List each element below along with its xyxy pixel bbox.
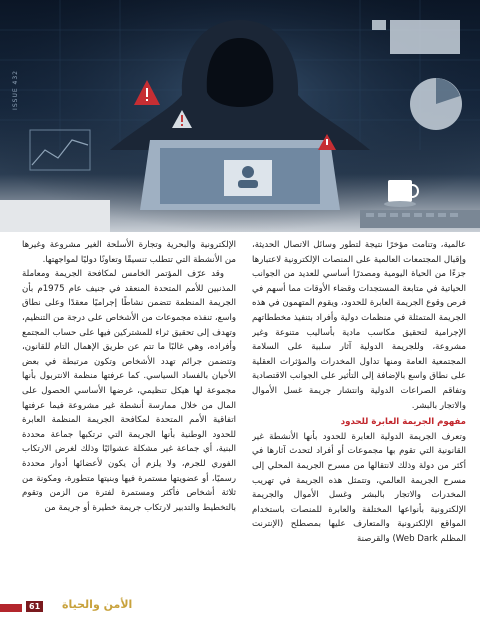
page-number: 61	[26, 601, 43, 612]
paragraph: وقد عرّف المؤتمر الخامس لمكافحة الجريمة ومعاملة المذنبين للأمم المتحدة المنعقد في جنيف عام 1975م بأن الجريمة المنظمة تتضمن نشاطًا إجراميًا معقدًا وعلى نطاق واسع، تنفذه مجموعات من الأشخاص على درجة من التنظيم، وتهدف إلى تحقيق ثراء للمشتركين فيها على حساب المجتمع وأفراده، وهي غالبًا ما تتم عن طريق الإهمال التام للقانون، وتتضمن جرائم تهدد الأشخاص وتكون مرتبطة في بعض الأحيان بالفساد السياسي. كما عرفتها منظمة الانتربول بأنها مجموعة لها هيكل تنظيمي، غرضها الأساسي الحصول على المال من خلال ممارسة أنشطة غير مشروعة فيما عرفتها اتفاقية الأمم المتحدة لمكافحة الجريمة المنظمة العابرة للحدود الوطنية بأنها الجريمة التي ترتكبها جماعة محددة البنية، أي جماعة غير مشكلة عشوائيًا وذلك لغرض الارتكاب الفوري للجرم، ولا يلزم أن يكون لأعضائها أدوار محددة رسميًا، أو عضويتها مستمرة فيها وبنيتها متطورة، ومكونة من ثلاثة أشخاص فأكثر ومستمرة لفترة من الزمن وتقوم بالتخطيط والتدبير لارتكاب جريمة خطيرة أو جريمة من	[22, 269, 236, 513]
user-profile-icon	[224, 160, 272, 196]
hacker-illustration	[0, 0, 480, 232]
article-column-left	[22, 238, 236, 578]
paragraph: عالمية، وتنامت مؤخرًا نتيجة لتطور وسائل الاتصال الحديثة، وإقبال المجتمعات العالمية على المنصات الإلكترونية لاعتبارها جزءًا من الحياة اليومية ومصدرًا أساسي للعديد من الجوانب الحياتية في متابعة المستجدات وقضاء الأوقات مما أسهم في فرص وقوع الجريمة العابرة للحدود، ويقوم المتهمون في هذه الجريمة المتمثلة في منظمات دولية وأفراد بتنفيذ مخططاتهم الإجرامية لتحقيق مكاسب مادية بأساليب متنوعة وغير مشروعة، وللجريمة الدولية آثار سلبية على السلامة المجتمعية العامة ومنها تداول المخدرات والمؤثرات العقلية على نطاق واسع بالإضافة إلى التأثير على الجوانب الاقتصادية وتفاقم الصراعات الدولية وانتشار جريمة غسل الأموال والاتجار بالبشر.	[252, 240, 466, 411]
article-column-right	[252, 238, 466, 578]
page-footer	[0, 598, 480, 617]
hero-image	[0, 0, 480, 232]
section-heading: مفهوم الجريمة العابرة للحدود	[340, 417, 466, 428]
issue-label: ISSUE 432	[12, 70, 19, 110]
magazine-name: الأمن والحياة	[62, 598, 133, 611]
paragraph: الإلكترونية والبحرية وتجارة الأسلحة الغير مشروعة وغيرها من الأنشطة التي تتطلب تنسيقًا وتعاونًا دوليًا لمواجهتها.	[22, 240, 236, 265]
paragraph: وتعرف الجريمة الدولية العابرة للحدود بأنها الأنشطة غير القانونية التي تقوم بها مجموعات أو أفراد لتحدث آثارها في أكثر من دولة وذلك لانتقالها من مسرح الجريمة المحلي إلى مسرح الجريمة العالمي، وتتمثل هذه الجريمة في تهريب المخدرات والاتجار بالبشر وغسل الأموال والجريمة الإلكترونية بأنواعها المختلفة والعابرة للمنصات باستخدام المواقع الإلكترونية والمتعارف عليها بمصطلح (الإنترنت المظلم Web Dark) والقرصنة	[252, 431, 466, 544]
footer-accent-bar	[0, 604, 22, 612]
